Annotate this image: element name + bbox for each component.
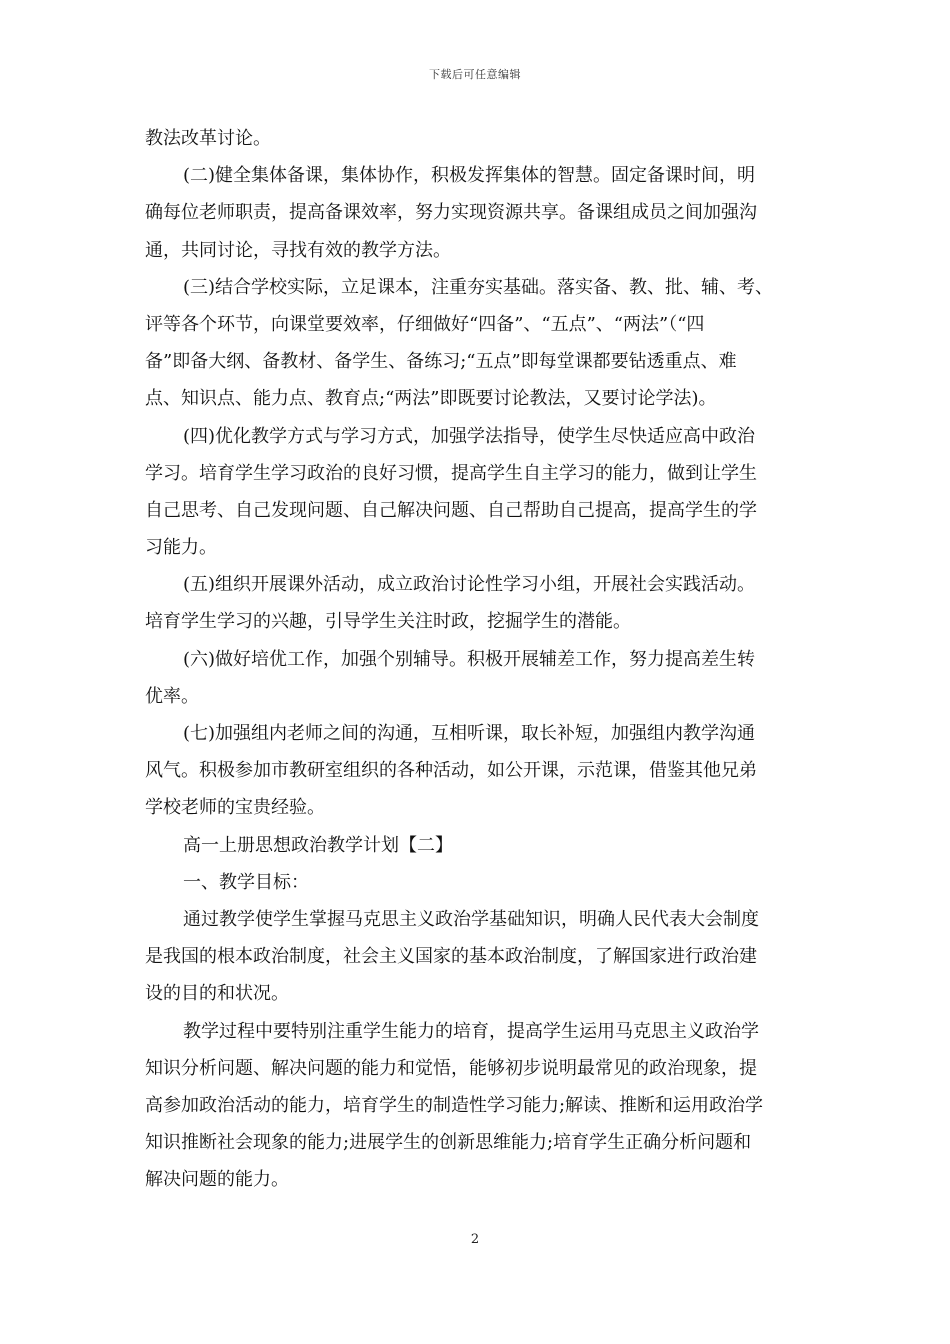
paragraph bbox=[145, 1013, 810, 1199]
paragraph bbox=[145, 641, 810, 715]
text-line: 一、教学目标： bbox=[183, 871, 309, 893]
text-line: 通过教学使学生掌握马克思主义政治学基础知识，明确人民代表大会制度 bbox=[183, 908, 759, 930]
paragraph bbox=[145, 827, 810, 864]
text-line: 培育学生学习的兴趣，引导学生关注时政，挖掘学生的潜能。 bbox=[145, 611, 631, 633]
paragraph bbox=[145, 566, 810, 640]
text-line: (三)结合学校实际，立足课本，注重夯实基础。落实备、教、批、辅、考、 bbox=[183, 276, 774, 298]
paragraph bbox=[145, 157, 810, 269]
text-line: 备”即备大纲、备教材、备学生、备练习;“五点”即每堂课都要钻透重点、难 bbox=[145, 351, 737, 373]
text-line: 评等各个环节，向课堂要效率，仔细做好“四备”、“五点”、“两法”（“四 bbox=[145, 313, 705, 335]
text-line: 高一上册思想政治教学计划【二】 bbox=[183, 834, 453, 856]
text-line: (二)健全集体备课，集体协作，积极发挥集体的智慧。固定备课时间，明 bbox=[183, 165, 756, 187]
text-line: 知识推断社会现象的能力;进展学生的创新思维能力;培育学生正确分析问题和 bbox=[145, 1132, 752, 1154]
text-line: 学校老师的宝贵经验。 bbox=[145, 797, 325, 819]
text-line: 教学过程中要特别注重学生能力的培育，提高学生运用马克思主义政治学 bbox=[183, 1020, 759, 1042]
text-line: 学习。培育学生学习政治的良好习惯，提高学生自主学习的能力，做到让学生 bbox=[145, 462, 757, 484]
text-line: 教法改革讨论。 bbox=[145, 128, 271, 149]
text-line: 习能力。 bbox=[145, 537, 217, 559]
text-line: (六)做好培优工作，加强个别辅导。积极开展辅差工作，努力提高差生转 bbox=[183, 648, 756, 670]
paragraph bbox=[145, 901, 810, 1013]
text-line: 点、知识点、能力点、教育点;“两法”即既要讨论教法，又要讨论学法)。 bbox=[145, 388, 717, 410]
text-line: 高参加政治活动的能力，培育学生的制造性学习能力;解读、推断和运用政治学 bbox=[145, 1094, 764, 1116]
document-body bbox=[145, 120, 810, 1198]
paragraph bbox=[145, 120, 810, 157]
text-line: 解决问题的能力。 bbox=[145, 1169, 289, 1191]
paragraph bbox=[145, 715, 810, 827]
text-line: (七)加强组内老师之间的沟通，互相听课，取长补短，加强组内教学沟通 bbox=[183, 723, 756, 744]
paragraph bbox=[145, 269, 810, 418]
paragraph bbox=[145, 864, 810, 901]
text-line: 优率。 bbox=[145, 685, 199, 707]
text-line: 通，共同讨论，寻找有效的教学方法。 bbox=[145, 239, 451, 261]
page-number: 2 bbox=[470, 1232, 480, 1247]
text-line: 风气。积极参加市教研室组织的各种活动，如公开课，示范课，借鉴其他兄弟 bbox=[145, 760, 757, 782]
paragraph bbox=[145, 418, 810, 567]
text-line: 知识分析问题、解决问题的能力和觉悟，能够初步说明最常见的政治现象，提 bbox=[145, 1057, 757, 1079]
text-line: 确每位老师职责，提高备课效率，努力实现资源共享。备课组成员之间加强沟 bbox=[145, 202, 757, 224]
text-line: (五)组织开展课外活动，成立政治讨论性学习小组，开展社会实践活动。 bbox=[183, 574, 756, 596]
text-line: 设的目的和状况。 bbox=[145, 983, 289, 1005]
text-line: (四)优化教学方式与学习方式，加强学法指导，使学生尽快适应高中政治 bbox=[183, 425, 756, 447]
text-line: 自己思考、自己发现问题、自己解决问题、自己帮助自己提高，提高学生的学 bbox=[145, 499, 757, 521]
text-line: 是我国的根本政治制度，社会主义国家的基本政治制度，了解国家进行政治建 bbox=[145, 946, 757, 968]
page-header: 下载后可任意编辑 bbox=[429, 68, 521, 81]
